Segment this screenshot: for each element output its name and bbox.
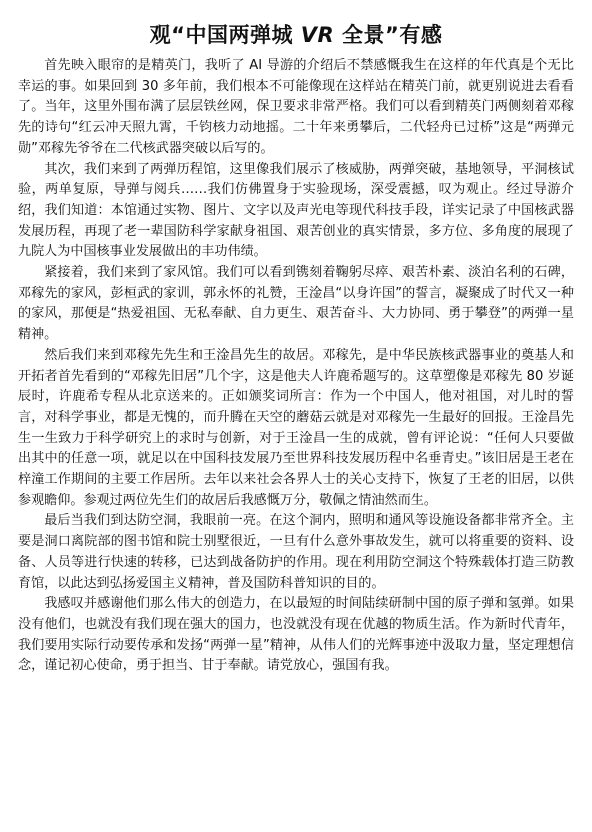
paragraph-2: 其次，我们来到了两弹历程馆，这里像我们展示了核威胁，两弹突破，基地领导，平洞核试验，两单复原，导弹与阅兵……我们仿佛置身于实验现场，深受震撼，叹为观止。经过导游介绍，我们知道：本馆通过实物、图片、文字以及声光电等现代科技手段，详实记录了中国核武器发展历程，再现了老一辈国防科学家献身祖国、艰苦创业的真实情景，多方位、多角度的展现了九院人为中国核事业发展做出的丰功伟绩。	[18, 161, 574, 260]
paragraph-4: 然后我们来到邓稼先先生和王淦昌先生的故居。邓稼先，是中华民族核武器事业的奠基人和开拓者首先看到的“邓稼先旧居”几个字，这是他夫人许鹿希题写的。这草塑像是邓稼先 80 岁诞辰时，许鹿希专程从北京送来的。正如颁奖词所言：作为一个中国人，他对祖国，对儿时的誓言，对科学事业，都是无愧的，而升腾在天空的蘑菇云就是对邓稼先一生最好的回报。王淦昌先生一生致力于科学研究上的求时与创新，对于王淦昌一生的成就，曾有评论说：“任何人只要做出其中的任意一项，就足以在中国科技发展乃至世界科技发展历程中名垂青史。”该旧居是王老在梓潼工作期间的主要工作居所。去年以来社会各界人士的关心支持下，恢复了王老的旧居，以供参观瞻仰。参观过两位先生们的故居后我感慨万分，敬佩之情油然而生。	[18, 347, 574, 508]
essay-title-part-1: 观“中国两弹城	[149, 23, 301, 48]
essay-title	[0, 20, 592, 50]
paragraph-5: 最后当我们到达防空洞，我眼前一亮。在这个洞内，照明和通风等设施设备都非常齐全。主要是洞口离院部的图书馆和院士别墅很近，一旦有什么意外事故发生，就可以将重要的资料、设备、人员等进行快速的转移，已达到战备防护的作用。现在利用防空洞这个特殊载体打造三防教育馆，以此达到弘扬爱国主义精神，普及国防科普知识的目的。	[18, 513, 574, 591]
essay-body	[18, 56, 574, 677]
paragraph-1: 首先映入眼帘的是精英门，我听了 AI 导游的介绍后不禁感慨我生在这样的年代真是个无比幸运的事。如果回到 30 多年前，我们根本不可能像现在这样站在精英门前，就更别说进去看看了。当年，这里外围布满了层层铁丝网，保卫要求非常严格。我们可以看到精英门两侧刻着邓稼先的诗句“红云冲天照九霄，千钧核力动地摇。二十年来勇攀后，二代轻舟已过桥”这是“两弹元勋”邓稼先爷爷在二代核武器突破以后写的。	[18, 58, 574, 156]
paragraph-3: 紧接着，我们来到了家风馆。我们可以看到镌刻着鞠躬尽瘁、艰苦朴素、淡泊名利的石碑，邓稼先的家风，彭桓武的家训，郭永怀的礼赞，王淦昌“以身许国”的誓言，凝聚成了时代又一种的家风，那便是“热爱祖国、无私奉献、自力更生、艰苦奋斗、大力协同、勇于攀登”的两弹一星精神。	[18, 265, 574, 343]
essay-title-vr: VR	[300, 23, 335, 48]
paragraph-6: 我感叹并感谢他们那么伟大的创造力，在以最短的时间陆续研制中国的原子弹和氢弹。如果没有他们，也就没有我们现在强大的国力，也没就没有现在优越的物质生活。作为新时代青年，我们要用实际行动要传承和发扬“两弹一星”精神，从伟人们的光辉事迹中汲取力量，坚定理想信念，谨记初心使命，勇于担当、甘于奉献。请党放心，强国有我。	[18, 596, 574, 674]
essay-title-part-2: 全景”有感	[334, 23, 443, 48]
